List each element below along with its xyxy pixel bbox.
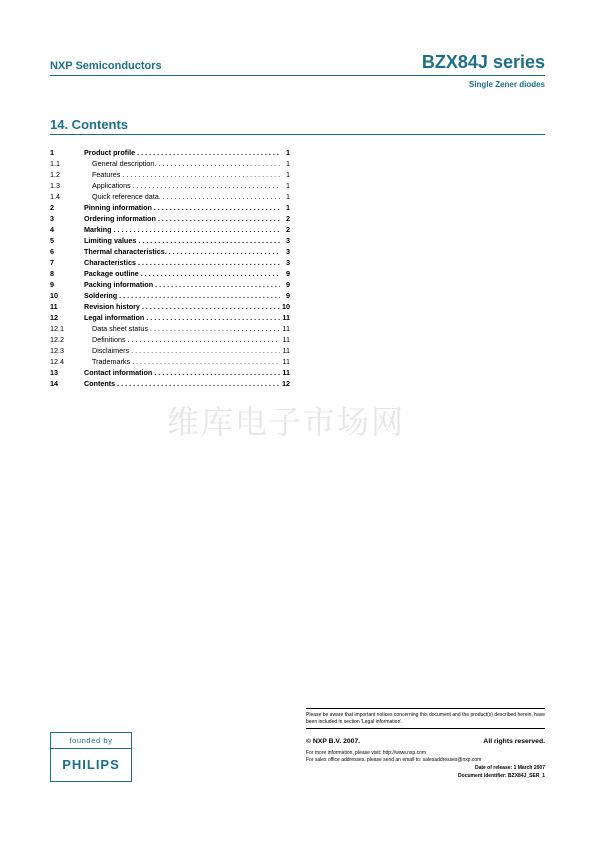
logo-tagline: founded by (50, 732, 132, 749)
toc-entry[interactable] (50, 158, 290, 169)
toc-entry-title: Ordering information (84, 214, 156, 223)
toc-entry-page: 3 (286, 236, 290, 245)
toc-entry-number: 12.2 (50, 335, 64, 344)
toc-entry-page: 3 (286, 258, 290, 267)
toc-dot-leader (158, 213, 280, 224)
table-of-contents (50, 147, 290, 389)
toc-entry[interactable] (50, 367, 290, 378)
toc-entry[interactable] (50, 202, 290, 213)
toc-entry[interactable] (50, 180, 290, 191)
toc-entry-number: 2 (50, 203, 54, 212)
toc-dot-leader (158, 158, 280, 169)
toc-entry-title: Legal information (84, 313, 145, 322)
copyright-text: © NXP B.V. 2007. (306, 738, 361, 745)
toc-entry-page: 10 (282, 302, 290, 311)
toc-entry-page: 11 (282, 313, 290, 322)
toc-entry[interactable] (50, 268, 290, 279)
toc-entry-page: 11 (282, 368, 290, 377)
toc-entry-number: 1 (50, 148, 54, 157)
toc-entry[interactable] (50, 290, 290, 301)
toc-entry[interactable] (50, 378, 290, 389)
toc-dot-leader (138, 235, 280, 246)
toc-entry-page: 12 (282, 379, 290, 388)
toc-entry-title: Packing information (84, 280, 154, 289)
toc-entry[interactable] (50, 169, 290, 180)
toc-entry-number: 7 (50, 258, 54, 267)
legal-notice: Please be aware that important notices concerning this document and the product(s) described herein, have been included in section 'Legal information'. (306, 708, 545, 729)
toc-entry-title: Contents (84, 379, 116, 388)
toc-entry-number: 5 (50, 236, 54, 245)
toc-dot-leader (146, 312, 280, 323)
toc-entry-title: Applications (92, 181, 131, 190)
toc-entry-number: 1.2 (50, 170, 60, 179)
toc-entry-number: 9 (50, 280, 54, 289)
toc-dot-leader (128, 334, 280, 345)
logo-brand: PHILIPS (50, 749, 132, 782)
toc-entry-number: 6 (50, 247, 54, 256)
company-name: NXP Semiconductors (50, 60, 162, 72)
toc-entry-page: 2 (286, 214, 290, 223)
philips-logo (50, 732, 132, 782)
toc-entry-number: 14 (50, 379, 58, 388)
toc-entry-number: 3 (50, 214, 54, 223)
toc-entry-page: 1 (286, 181, 290, 190)
toc-dot-leader (137, 147, 280, 158)
toc-dot-leader (114, 224, 280, 235)
toc-entry-page: 11 (282, 346, 290, 355)
toc-entry-title: Characteristics (84, 258, 136, 267)
rights-text: All rights reserved. (483, 738, 545, 745)
toc-dot-leader (122, 169, 280, 180)
toc-entry-title: Pinning information (84, 203, 152, 212)
toc-entry[interactable] (50, 323, 290, 334)
toc-dot-leader (117, 378, 280, 389)
toc-entry-page: 2 (286, 225, 290, 234)
section-divider (50, 134, 545, 135)
toc-entry-page: 3 (286, 247, 290, 256)
toc-dot-leader (119, 290, 280, 301)
section-title: 14. Contents (50, 117, 129, 132)
toc-entry[interactable] (50, 301, 290, 312)
copyright-row (306, 738, 545, 745)
toc-entry-page: 11 (282, 324, 290, 333)
toc-entry-page: 1 (286, 170, 290, 179)
toc-dot-leader (142, 301, 280, 312)
toc-entry-title: Limiting values (84, 236, 137, 245)
more-info-text: For more information, please visit: http://www.nxp.com (306, 750, 427, 756)
toc-entry[interactable] (50, 345, 290, 356)
toc-entry-title: Trademarks (92, 357, 131, 366)
toc-entry[interactable] (50, 224, 290, 235)
release-date: Date of release: 1 March 2007 (474, 765, 545, 771)
toc-dot-leader (154, 202, 280, 213)
toc-entry[interactable] (50, 235, 290, 246)
toc-entry[interactable] (50, 312, 290, 323)
toc-entry-page: 9 (286, 291, 290, 300)
toc-entry-title: Definitions (92, 335, 126, 344)
toc-entry-page: 11 (282, 357, 290, 366)
toc-dot-leader (154, 367, 280, 378)
toc-entry-title: Package outline (84, 269, 139, 278)
toc-entry-title: General description. (92, 159, 157, 168)
toc-entry-number: 8 (50, 269, 54, 278)
toc-entry-page: 1 (286, 148, 290, 157)
toc-entry-title: Data sheet status (92, 324, 148, 333)
contact-info (306, 750, 481, 763)
toc-entry-page: 1 (286, 192, 290, 201)
toc-entry-number: 13 (50, 368, 58, 377)
toc-entry-number: 12.3 (50, 346, 64, 355)
toc-entry-title: Features (92, 170, 121, 179)
toc-entry-number: 1.1 (50, 159, 60, 168)
toc-entry-number: 12.4 (50, 357, 64, 366)
toc-entry-title: Thermal characteristics. (84, 247, 167, 256)
toc-entry-number: 11 (50, 302, 58, 311)
toc-entry-page: 1 (286, 159, 290, 168)
toc-entry-number: 1.3 (50, 181, 60, 190)
toc-entry[interactable] (50, 191, 290, 202)
toc-entry-page: 9 (286, 280, 290, 289)
toc-entry[interactable] (50, 246, 290, 257)
toc-entry-number: 12 (50, 313, 58, 322)
toc-entry[interactable] (50, 213, 290, 224)
toc-entry[interactable] (50, 257, 290, 268)
toc-dot-leader (132, 356, 280, 367)
toc-dot-leader (155, 279, 280, 290)
toc-dot-leader (141, 268, 280, 279)
toc-entry-title: Product profile (84, 148, 136, 157)
toc-dot-leader (131, 345, 280, 356)
header-divider (50, 75, 545, 76)
toc-dot-leader (150, 323, 280, 334)
toc-entry-page: 11 (282, 335, 290, 344)
document-identifier: Document identifier: BZX84J_SER_1 (458, 772, 545, 779)
toc-dot-leader (169, 246, 280, 257)
toc-entry-number: 12.1 (50, 324, 64, 333)
toc-entry-title: Disclaimers (92, 346, 130, 355)
watermark: 维库电子市场网 (167, 403, 406, 441)
toc-entry-number: 1.4 (50, 192, 60, 201)
toc-dot-leader (133, 180, 280, 191)
toc-entry-number: 4 (50, 225, 54, 234)
toc-dot-leader (163, 191, 280, 202)
sales-info-text: For sales office addresses, please send an email to: salesaddresses@nxp.com (306, 756, 482, 763)
toc-entry[interactable] (50, 356, 290, 367)
release-info (458, 765, 545, 780)
toc-dot-leader (138, 257, 280, 268)
document-title: BZX84J series (421, 52, 545, 72)
toc-entry[interactable] (50, 279, 290, 290)
toc-entry-page: 9 (286, 269, 290, 278)
toc-entry-title: Revision history (84, 302, 140, 311)
toc-entry[interactable] (50, 147, 290, 158)
toc-entry-number: 10 (50, 291, 58, 300)
toc-entry-title: Soldering (84, 291, 118, 300)
document-subtitle: Single Zener diodes (468, 80, 545, 89)
toc-entry-title: Contact information (84, 368, 153, 377)
toc-entry[interactable] (50, 334, 290, 345)
toc-entry-page: 1 (286, 203, 290, 212)
toc-entry-title: Quick reference data. (92, 192, 161, 201)
toc-entry-title: Marking (84, 225, 112, 234)
